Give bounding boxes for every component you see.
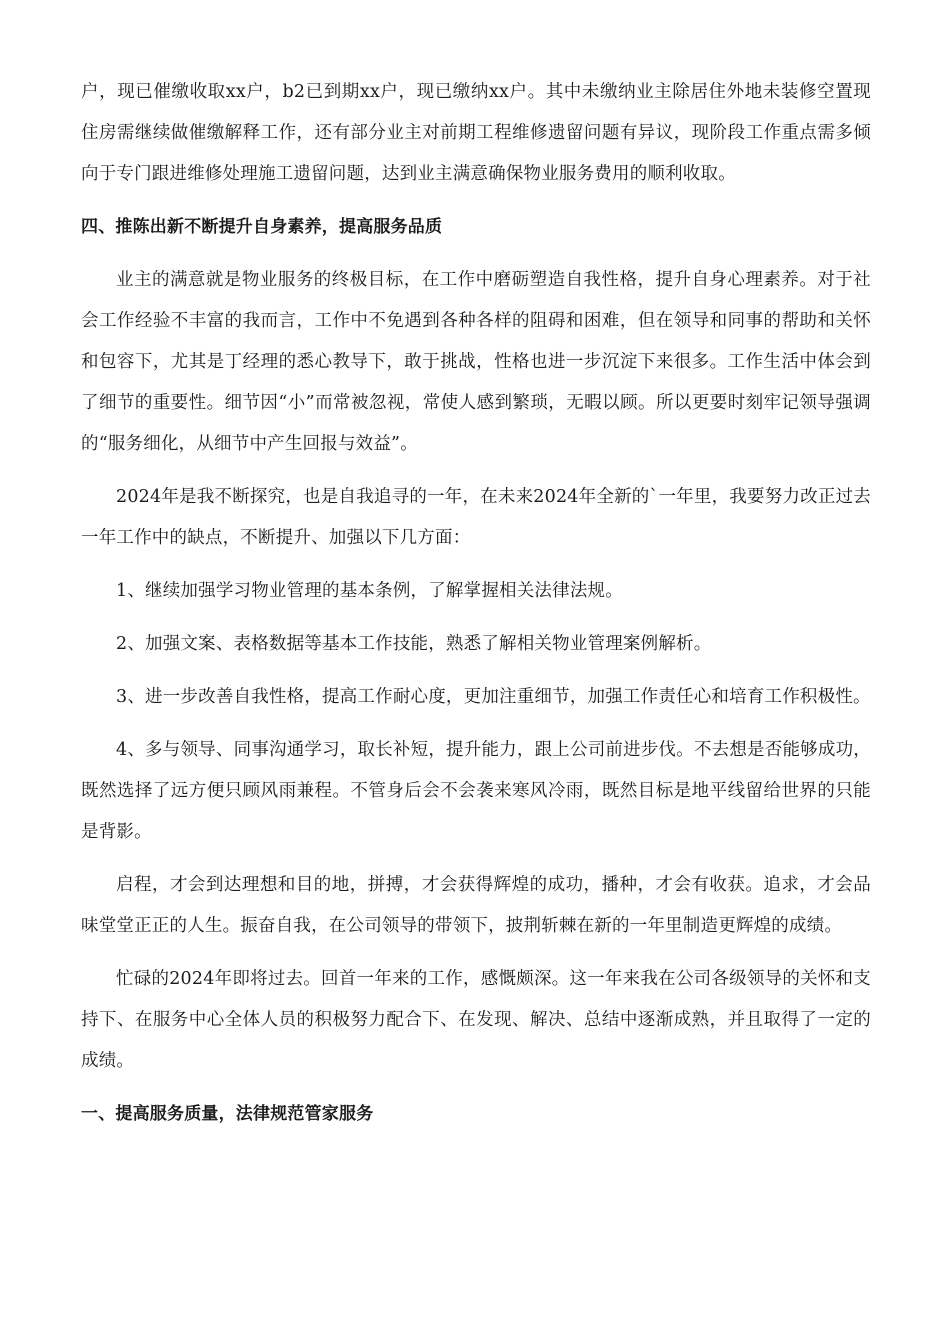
document-page [81, 72, 871, 1147]
list-item-2: 2、加强文案、表格数据等基本工作技能，熟悉了解相关物业管理案例解析。 [116, 634, 712, 654]
section-heading-4: 四、推陈出新不断提升自身素养，提高服务品质 [81, 217, 443, 237]
paragraph-fee-collection: 户，现已催缴收取xx户，b2已到期xx户，现已缴纳xx户。其中未缴纳业主除居住外地未装修空置现住房需继续做催缴解释工作，还有部分业主对前期工程维修遗留问题有异议，现阶段工作重点需多倾向于专门跟进维修处理施工遗留问题，达到业主满意确保物业服务费用的顺利收取。 [81, 82, 871, 184]
list-item-3: 3、进一步改善自我性格，提高工作耐心度，更加注重细节，加强工作责任心和培育工作积极性。 [116, 687, 871, 707]
paragraph-owner-satisfaction: 业主的满意就是物业服务的终极目标，在工作中磨砺塑造自我性格，提升自身心理素养。对于社会工作经验不丰富的我而言，工作中不免遇到各种各样的阻碍和困难，但在领导和同事的帮助和关怀和包容下，尤其是丁经理的悉心教导下，敢于挑战，性格也进一步沉淀下来很多。工作生活中体会到了细节的重要性。细节因“小”而常被忽视，常使人感到繁琐，无暇以顾。所以更要时刻牢记领导强调的“服务细化，从细节中产生回报与效益”。 [81, 270, 871, 454]
paragraph-encouragement: 启程，才会到达理想和目的地，拼搏，才会获得辉煌的成功，播种，才会有收获。追求，才会品味堂堂正正的人生。振奋自我，在公司领导的带领下，披荆斩棘在新的一年里制造更辉煌的成绩。 [81, 875, 871, 936]
section-heading-1: 一、提高服务质量，法律规范管家服务 [81, 1104, 374, 1124]
paragraph-year-review: 忙碌的2024年即将过去。回首一年来的工作，感慨颇深。这一年来我在公司各级领导的关怀和支持下、在服务中心全体人员的积极努力配合下、在发现、解决、总结中逐渐成熟，并且取得了一定的成绩。 [81, 969, 871, 1071]
list-item-1: 1、继续加强学习物业管理的基本条例，了解掌握相关法律法规。 [116, 581, 623, 601]
paragraph-year-plan: 2024年是我不断探究，也是自我追寻的一年，在未来2024年全新的`一年里，我要努力改正过去一年工作中的缺点，不断提升、加强以下几方面： [81, 487, 871, 548]
list-item-4: 4、多与领导、同事沟通学习，取长补短，提升能力，跟上公司前进步伐。不去想是否能够成功，既然选择了远方便只顾风雨兼程。不管身后会不会袭来寒风冷雨，既然目标是地平线留给世界的只能是背影。 [81, 740, 871, 842]
